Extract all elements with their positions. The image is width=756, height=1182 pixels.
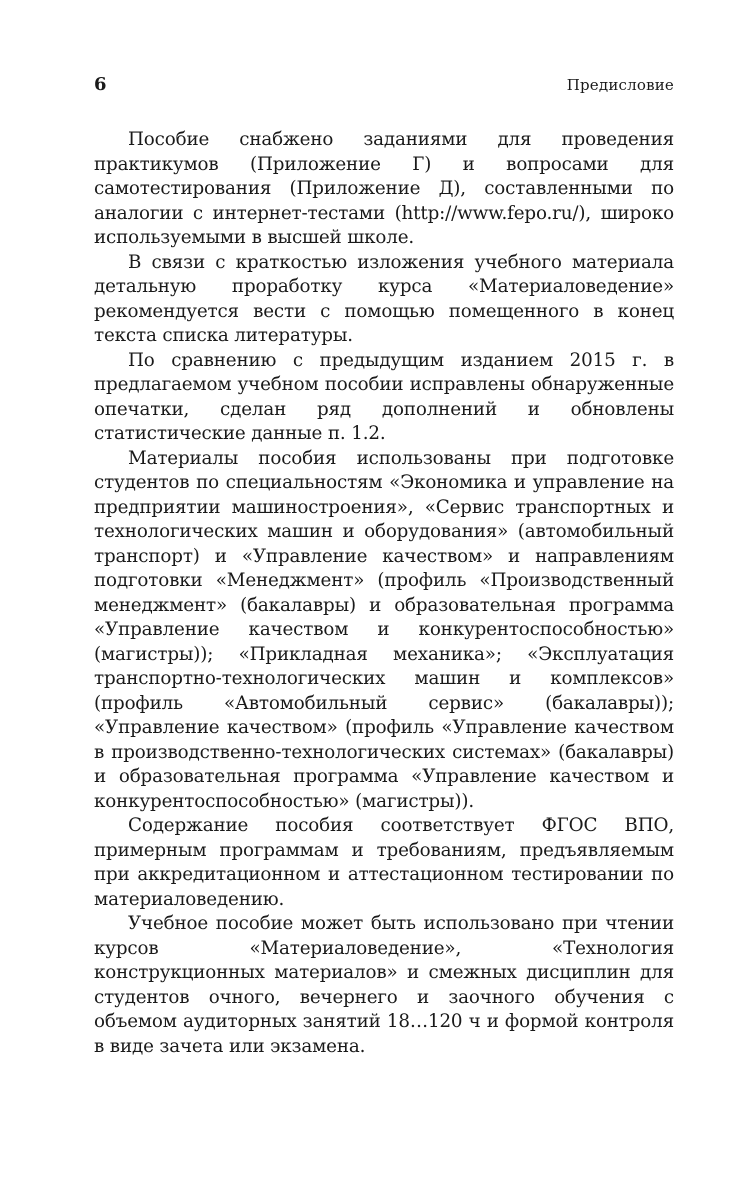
paragraph-literature: В связи с краткостью изложения учебного материала детальную проработку курса «Материаловедение» рекомендуется вести с помощью помещенного в конец текста списка литературы. bbox=[94, 251, 674, 346]
paragraph-usage: Учебное пособие может быть использовано при чтении курсов «Материаловедение», «Технология конструкционных материалов» и смежных дисциплин для студентов очного, вечернего и заочного обучения с объемом аудиторных занятий 18…120 ч и формой контроля в виде зачета или экзамена. bbox=[94, 913, 674, 1057]
paragraph-standards: Содержание пособия соответствует ФГОС ВПО, примерным программам и требованиям, предъявляемым при аккредитационном и аттестационном тестировании по материаловедению. bbox=[94, 815, 674, 910]
page-number: 6 bbox=[94, 74, 107, 95]
paragraph-edition-changes: По сравнению с предыдущим изданием 2015 г. в предлагаемом учебном пособии исправлены обнаруженные опечатки, сделан ряд дополнений и обновлены статистические данные п. 1.2. bbox=[94, 349, 674, 444]
body-text bbox=[94, 128, 674, 1059]
paragraph-practicums: Пособие снабжено заданиями для проведения практикумов (Приложение Г) и вопросами для самотестирования (Приложение Д), составленными по аналогии с интернет-тестами (http://www.fepo.ru/), широко используемыми в высшей школе. bbox=[94, 129, 674, 248]
section-title: Предисловие bbox=[566, 76, 674, 94]
paragraph-specialties: Материалы пособия использованы при подготовке студентов по специальностям «Экономика и управление на предприятии машиностроения», «Сервис транспортных и технологических машин и оборудования» (автомобильный транспорт) и «Управление качеством» и направлениям подготовки «Менеджмент» (профиль «Производственный менеджмент» (бакалавры) и образовательная программа «Управление качеством и конкурентоспособностью» (магистры)); «Прикладная механика»; «Эксплуатация транспортно-технологических машин и комплексов» (профиль «Автомобильный сервис» (бакалавры)); «Управление качеством» (профиль «Управление качеством в производственно-технологических системах» (бакалавры) и образовательная программа «Управление качеством и конкурентоспособностью» (магистры)). bbox=[94, 447, 674, 812]
running-head bbox=[94, 74, 674, 98]
